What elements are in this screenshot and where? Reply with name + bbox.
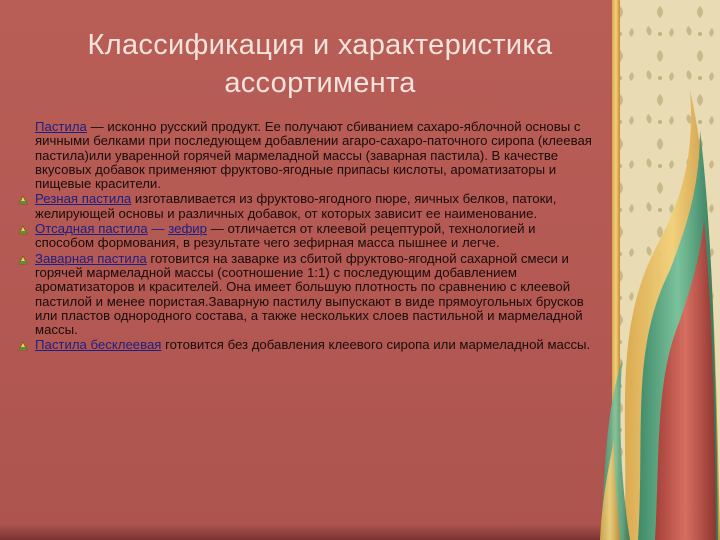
- list-item: [17, 338, 597, 352]
- bullet-icon: [18, 225, 28, 235]
- item-text: готовится без добавления клеевого сиропа или мармеладной массы.: [161, 337, 591, 353]
- list-item: [17, 252, 597, 338]
- item-text: изготавливается из фруктово-ягодного пюре, яичных белков, патоки, желирующей основы и различных добавок, от которых зависит ее наименование.: [35, 191, 557, 221]
- decorative-panel: [600, 0, 720, 540]
- list-item: [17, 222, 597, 251]
- term-link[interactable]: Резная пастила: [35, 191, 132, 207]
- term-link[interactable]: Пастила бесклеевая: [35, 337, 162, 353]
- title-line-2: ассортимента: [224, 67, 416, 99]
- term-separator: —: [147, 221, 169, 237]
- term-link[interactable]: Заварная пастила: [35, 250, 147, 266]
- list-item: [17, 120, 597, 191]
- title-line-1: Классификация и характеристика: [87, 29, 553, 61]
- term-link[interactable]: зефир: [168, 221, 208, 237]
- item-text: готовится на заварке из сбитой фруктово-ягодной сахарной смеси и горячей мармеладной массы (соотношение 1:1) с последующим добавлением ароматизаторов и красителей. Она имеет большую плотность по сравнению с клеевой пастилой и менее пористая.Заварную пастилу выпускают в виде прямоугольных брусков или пластов однородного состава, а также нескольких слоев пастильной и мармеладной массы.: [35, 250, 584, 338]
- item-text: — исконно русский продукт. Ее получают сбиванием сахаро-яблочной основы с яичными белками при последующем добавлении агаро-сахаро-паточного сиропа (клеевая пастила)или уваренной горячей мармеладной массы (заварная пастила). В качестве вкусовых добавок применяют фруктово-ягодные припасы кислоты, ароматизаторы и пищевые красители.: [35, 119, 592, 192]
- slide-title: [40, 26, 600, 102]
- content-list: [17, 120, 597, 354]
- term-link[interactable]: Пастила: [35, 119, 87, 134]
- term-link[interactable]: Отсадная пастила: [35, 221, 148, 237]
- list-item: [17, 192, 597, 221]
- bullet-icon: [18, 255, 28, 265]
- item-text: — отличается от клеевой рецептурой, технологией и способом формования, в результате чего зефирная масса пышнее и легче.: [35, 221, 536, 251]
- bullet-icon: [18, 341, 28, 351]
- bullet-icon: [18, 195, 28, 205]
